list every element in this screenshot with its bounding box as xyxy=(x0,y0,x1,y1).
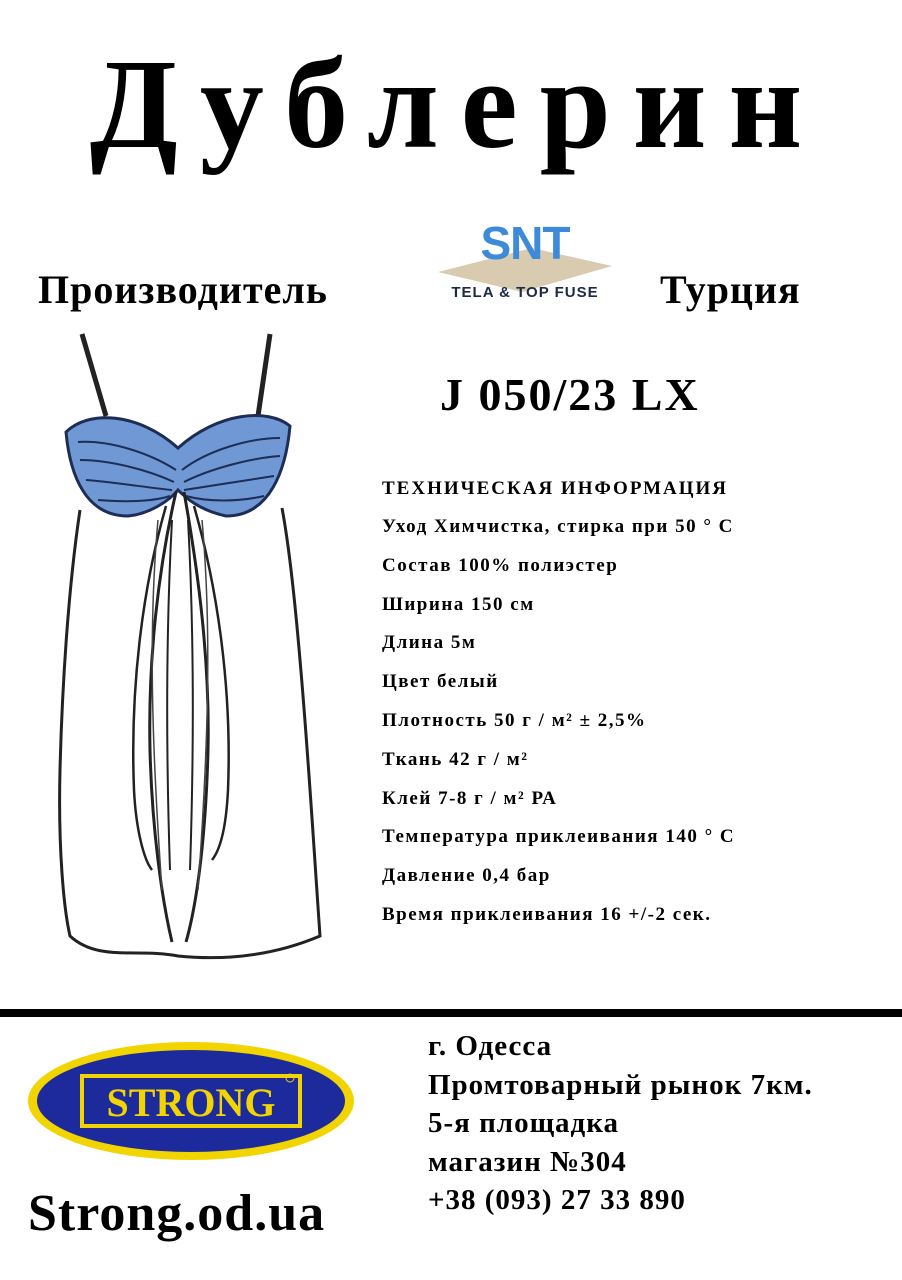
spec-row-care: Уход Химчистка, стирка при 50 ° С xyxy=(382,516,734,537)
snt-caption: TELA & TOP FUSE xyxy=(451,284,599,301)
spec-row-temperature: Температура приклеивания 140 ° С xyxy=(382,826,736,848)
divider xyxy=(0,1009,902,1017)
spec-row-glue: Клей 7-8 г / м² РА xyxy=(382,787,558,809)
address-market: Промтоварный рынок 7км. xyxy=(428,1068,813,1101)
website-link[interactable]: Strong.od.ua xyxy=(28,1185,326,1242)
spec-row-length: Длина 5м xyxy=(382,632,477,654)
country-label: Турция xyxy=(660,267,801,312)
technical-info-heading: ТЕХНИЧЕСКАЯ ИНФОРМАЦИЯ xyxy=(382,478,728,499)
spec-row-density: Плотность 50 г / м² ± 2,5% xyxy=(382,709,647,731)
address-city: г. Одесса xyxy=(428,1030,553,1062)
spec-row-composition: Состав 100% полиэстер xyxy=(382,554,619,576)
producer-label: Производитель xyxy=(38,267,328,312)
page-title: Дублерин xyxy=(89,33,825,175)
spec-row-pressure: Давление 0,4 бар xyxy=(382,865,551,887)
spec-row-fabric: Ткань 42 г / м² xyxy=(382,748,529,770)
address-phone[interactable]: +38 (093) 27 33 890 xyxy=(428,1184,686,1217)
technical-info xyxy=(382,478,735,943)
address-shop: магазин №304 xyxy=(428,1145,627,1178)
address-area: 5-я площадка xyxy=(428,1107,619,1140)
article-number: J 050/23 LX xyxy=(440,369,700,420)
spec-row-time: Время приклеивания 16 +/-2 сек. xyxy=(382,903,712,925)
snt-letters: SNT xyxy=(480,217,570,269)
spec-row-color: Цвет белый xyxy=(382,671,499,693)
address-block xyxy=(428,1030,813,1223)
strong-logo-text: STRONG xyxy=(106,1080,276,1125)
dress-illustration xyxy=(58,330,328,970)
strong-logo xyxy=(26,1040,356,1162)
snt-logo xyxy=(432,217,618,308)
spec-row-width: Ширина 150 см xyxy=(382,593,535,615)
